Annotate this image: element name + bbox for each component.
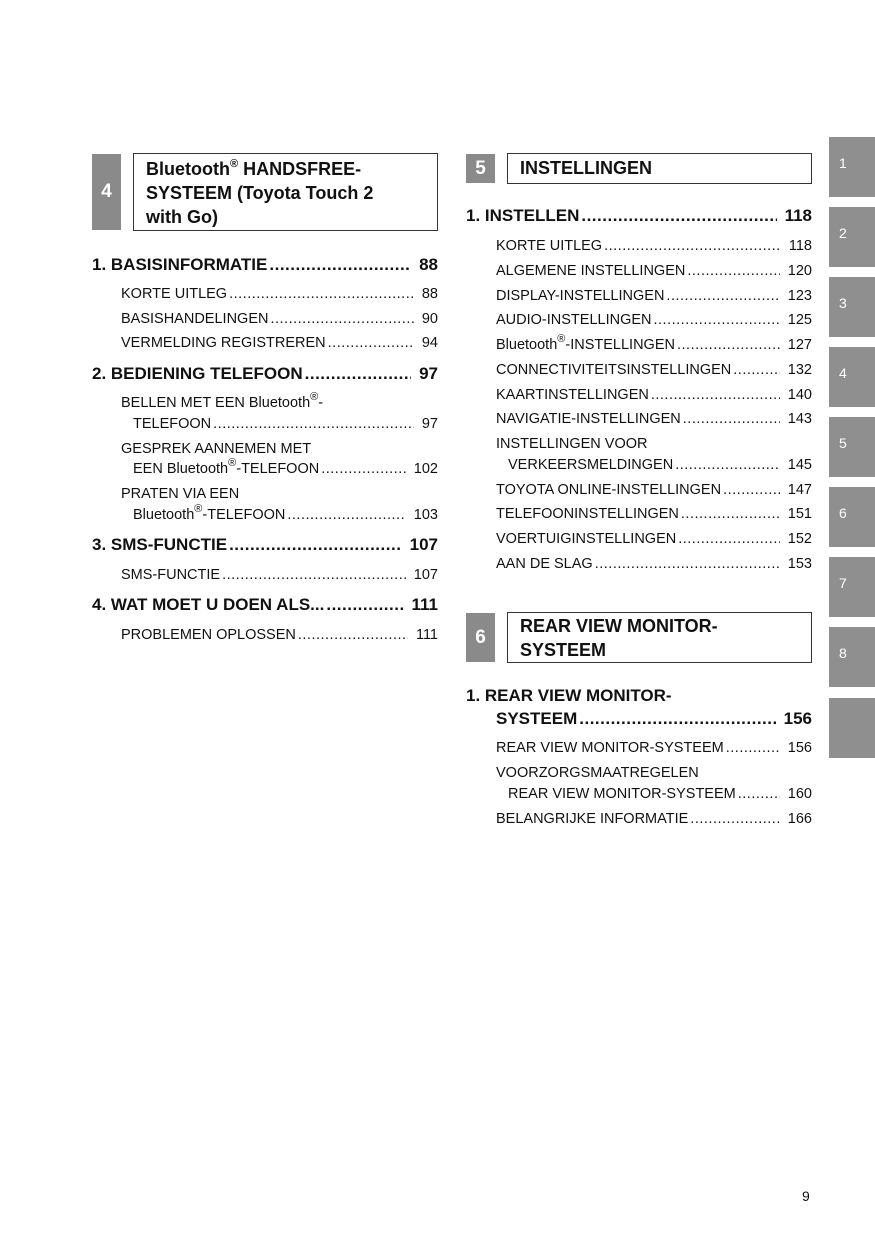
toc-item[interactable]: BELANGRIJKE INFORMATIE ..... 166 <box>496 811 812 827</box>
toc-item-line[interactable]: BELLEN MET EEN Bluetooth®- <box>121 391 324 411</box>
chapter-6-title: REAR VIEW MONITOR- SYSTEEM <box>507 612 812 663</box>
toc-section-rear-view-monitor[interactable]: SYSTEEM ..... 156 <box>496 709 812 729</box>
side-tab-5[interactable]: 5 <box>829 417 875 477</box>
chapter-5-title: INSTELLINGEN <box>507 153 812 184</box>
toc-item-line[interactable]: GESPREK AANNEMEN MET <box>121 441 312 457</box>
toc-item[interactable]: DISPLAY-INSTELLINGEN ..... 123 <box>496 288 812 304</box>
toc-item[interactable]: CONNECTIVITEITSINSTELLINGEN ..... 132 <box>496 362 812 378</box>
toc-item[interactable]: REAR VIEW MONITOR-SYSTEEM ..... 160 <box>508 786 812 802</box>
chapter-6-number: 6 <box>466 613 495 662</box>
side-tab-9[interactable] <box>829 698 875 758</box>
side-tab-6[interactable]: 6 <box>829 487 875 547</box>
toc-section-basisinformatie[interactable]: 1. BASISINFORMATIE ..... 88 <box>92 255 438 275</box>
toc-item[interactable]: KAARTINSTELLINGEN ..... 140 <box>496 387 812 403</box>
toc-item[interactable]: PROBLEMEN OPLOSSEN ..... 111 <box>121 627 438 643</box>
side-tab-2[interactable]: 2 <box>829 207 875 267</box>
toc-item[interactable]: Bluetooth®-TELEFOON ..... 103 <box>133 507 438 523</box>
toc-item[interactable]: Bluetooth®-INSTELLINGEN ..... 127 <box>496 337 812 353</box>
toc-item[interactable]: EEN Bluetooth®-TELEFOON ..... 102 <box>133 461 438 477</box>
toc-section-instellen[interactable]: 1. INSTELLEN ..... 118 <box>466 206 812 226</box>
chapter-4-number: 4 <box>92 154 121 230</box>
toc-item[interactable]: TELEFOONINSTELLINGEN ..... 151 <box>496 506 812 522</box>
toc-section-wat-moet-u-doen-als[interactable]: 4. WAT MOET U DOEN ALS... ..... 111 <box>92 595 438 615</box>
toc-section-bediening-telefoon[interactable]: 2. BEDIENING TELEFOON ..... 97 <box>92 364 438 384</box>
toc-item[interactable]: TELEFOON ..... 97 <box>133 416 438 432</box>
toc-section-rear-view-line[interactable]: 1. REAR VIEW MONITOR- <box>466 686 672 705</box>
toc-item[interactable]: TOYOTA ONLINE-INSTELLINGEN ..... 147 <box>496 482 812 498</box>
side-tab-1[interactable]: 1 <box>829 137 875 197</box>
toc-item[interactable]: AAN DE SLAG ..... 153 <box>496 556 812 572</box>
toc-item[interactable]: NAVIGATIE-INSTELLINGEN ..... 143 <box>496 411 812 427</box>
chapter-4-title: Bluetooth® HANDSFREE- SYSTEEM (Toyota Touch 2 with Go) <box>133 153 438 231</box>
toc-item[interactable]: AUDIO-INSTELLINGEN ..... 125 <box>496 312 812 328</box>
toc-item-line[interactable]: INSTELLINGEN VOOR <box>496 436 648 452</box>
toc-item-line[interactable]: VOORZORGSMAATREGELEN <box>496 765 699 781</box>
toc-item[interactable]: VERMELDING REGISTREREN ..... 94 <box>121 335 438 351</box>
toc-item-line[interactable]: PRATEN VIA EEN <box>121 486 240 502</box>
toc-section-sms-functie[interactable]: 3. SMS-FUNCTIE ..... 107 <box>92 535 438 555</box>
toc-item[interactable]: ALGEMENE INSTELLINGEN ..... 120 <box>496 263 812 279</box>
page-number: 9 <box>802 1188 810 1204</box>
side-tab-4[interactable]: 4 <box>829 347 875 407</box>
toc-item[interactable]: BASISHANDELINGEN ..... 90 <box>121 311 438 327</box>
toc-item[interactable]: KORTE UITLEG ..... 88 <box>121 286 438 302</box>
toc-item[interactable]: REAR VIEW MONITOR-SYSTEEM ..... 156 <box>496 740 812 756</box>
side-tab-8[interactable]: 8 <box>829 627 875 687</box>
toc-item[interactable]: VERKEERSMELDINGEN ..... 145 <box>508 457 812 473</box>
side-tab-7[interactable]: 7 <box>829 557 875 617</box>
chapter-5-number: 5 <box>466 154 495 183</box>
toc-item[interactable]: SMS-FUNCTIE ..... 107 <box>121 567 438 583</box>
toc-item[interactable]: VOERTUIGINSTELLINGEN ..... 152 <box>496 531 812 547</box>
toc-item[interactable]: KORTE UITLEG ..... 118 <box>496 238 812 254</box>
side-tab-3[interactable]: 3 <box>829 277 875 337</box>
